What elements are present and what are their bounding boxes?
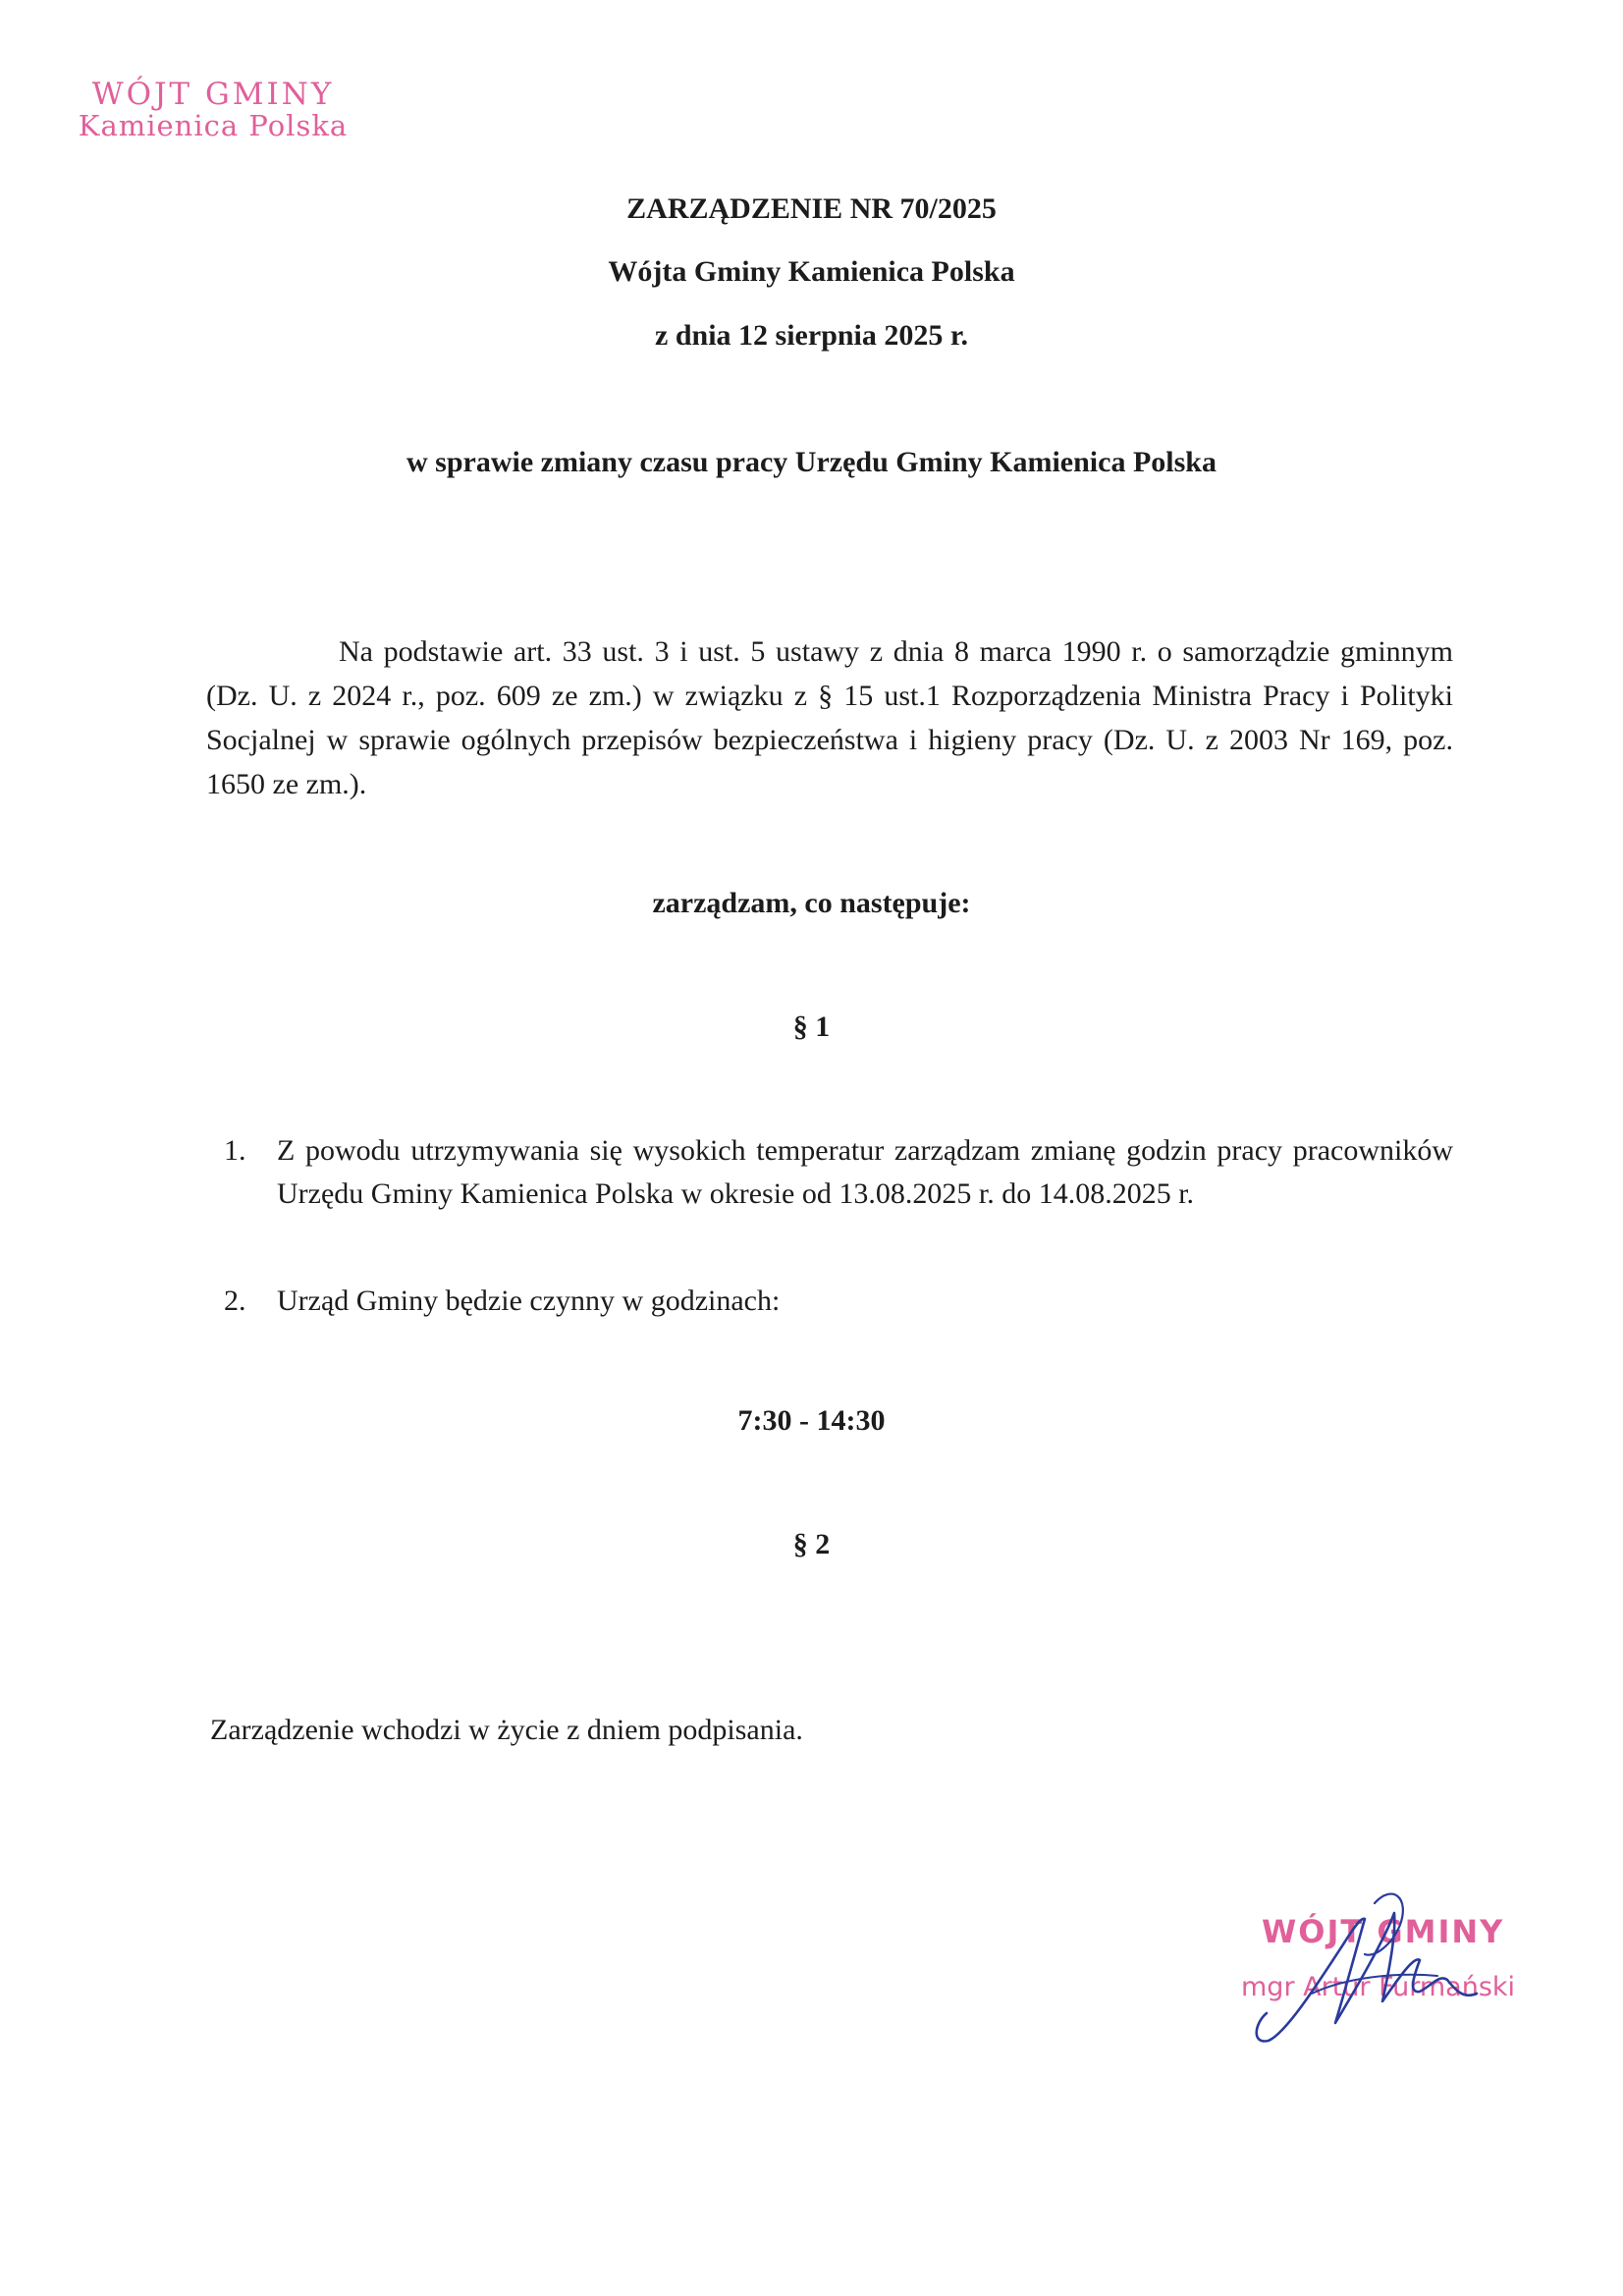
list-item-1 — [224, 1129, 1453, 1216]
list-item-number: 1. — [224, 1134, 246, 1167]
preamble-text: Na podstawie art. 33 ust. 3 i ust. 5 ustawy z dnia 8 marca 1990 r. o samorządzie gminnym (Dz. U. z 2024 r., poz. 609 ze zm.) w związku z § 15 ust.1 Rozporządzenia Ministra Pracy i Polityki Socjalnej w sprawie ogólnych przepisów bezpieczeństwa i higieny pracy (Dz. U. z 2003 Nr 169, poz. 1650 ze zm.). — [206, 635, 1453, 800]
list-item-2 — [224, 1280, 1453, 1323]
preamble — [206, 629, 1453, 806]
closing-provision: Zarządzenie wchodzi w życie z dniem podpisania. — [210, 1714, 803, 1746]
signature-stamp — [1227, 1876, 1551, 2072]
document-subject: w sprawie zmiany czasu pracy Urzędu Gminy Kamienica Polska — [406, 446, 1217, 478]
list-item-number: 2. — [224, 1285, 246, 1317]
ordering-clause: zarządzam, co następuje: — [652, 887, 971, 919]
document-number: ZARZĄDZENIE NR 70/2025 — [626, 192, 997, 225]
header-stamp — [71, 79, 355, 140]
header-stamp-title: WÓJT GMINY — [91, 77, 335, 112]
signature-stamp-title: WÓJT GMINY — [1262, 1913, 1505, 1950]
signature-stamp-name: mgr Artur Furmański — [1241, 1972, 1516, 2002]
document-issuer: Wójta Gminy Kamienica Polska — [608, 255, 1015, 288]
list-item-text: Urząd Gminy będzie czynny w godzinach: — [277, 1285, 781, 1317]
list-item-text: Z powodu utrzymywania się wysokich temperatur zarządzam zmianę godzin pracy pracowników Urzędu Gminy Kamienica Polska w okresie od 13.08.2025 r. do 14.08.2025 r. — [277, 1134, 1453, 1210]
header-stamp-municipality: Kamienica Polska — [78, 108, 349, 142]
handwritten-signature — [1227, 1876, 1551, 2072]
working-hours: 7:30 - 14:30 — [737, 1404, 886, 1437]
section-1-heading: § 1 — [792, 1011, 831, 1043]
document-date: z dnia 12 sierpnia 2025 r. — [655, 319, 968, 352]
section-2-heading: § 2 — [792, 1528, 831, 1560]
